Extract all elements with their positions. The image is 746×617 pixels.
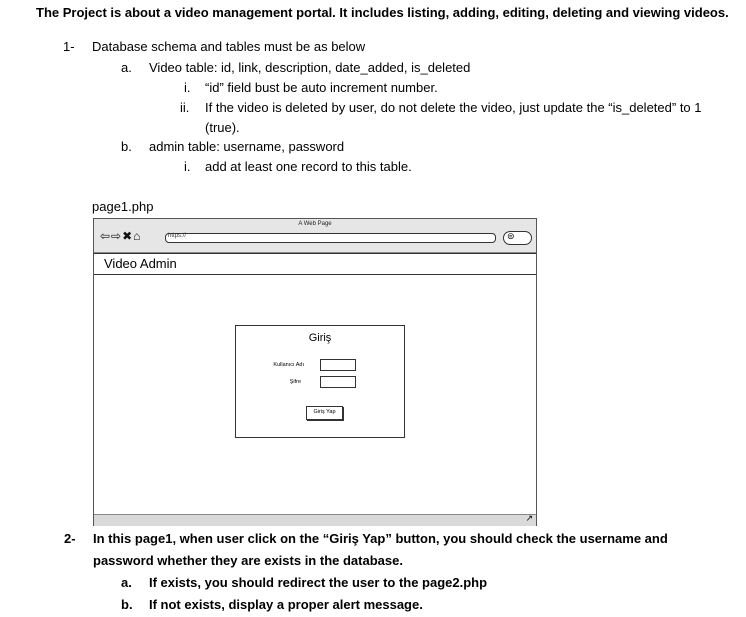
login-title: Giriş [308,332,332,344]
search-icon: ⊜ [507,231,515,241]
item-b-i-label: i. [184,159,191,174]
page-label: page1.php [92,199,154,214]
section-2-a-label: a. [121,575,132,590]
section-2-continuation: password whether they are exists in the database. [93,553,403,568]
section-1-number: 1- [63,39,75,54]
intro-text: The Project is about a video management portal. It includes listing, adding, editing, deleting and viewing videos. [36,5,729,20]
window-title: A Web Page [298,221,332,227]
username-label: Kullanıcı Adı [273,362,304,368]
login-button: Giriş Yap [306,406,343,420]
nav-icons: ⇦⇨✖⌂ [100,229,142,243]
section-2-b-label: b. [121,597,133,612]
wireframe-browser-window [93,218,537,526]
item-a-ii-label: ii. [180,100,190,115]
url-text: https:// [168,233,187,239]
item-a-text: Video table: id, link, description, date_added, is_deleted [149,60,471,75]
username-input [320,359,356,371]
item-a-label: a. [121,60,132,75]
password-label: Şifre [289,379,301,385]
browser-toolbar [94,219,536,253]
item-a-i-label: i. [184,80,191,95]
item-b-text: admin table: username, password [149,139,345,154]
page-header [94,253,536,275]
section-2-a-text: If exists, you should redirect the user to the page2.php [149,575,488,590]
section-1-text: Database schema and tables must be as below [92,39,366,54]
login-box [235,325,405,438]
password-input [320,376,356,388]
page-header-title: Video Admin [104,256,177,271]
item-a-ii-text: If the video is deleted by user, do not delete the video, just update the “is_deleted” to 1 [205,100,702,115]
item-b-label: b. [121,139,132,154]
resize-icon: ↗ [525,513,533,523]
section-2-number: 2- [64,531,76,546]
section-2-text: In this page1, when user click on the “Giriş Yap” button, you should check the username and [93,531,668,546]
item-a-i-text: “id” field bust be auto increment number. [205,80,438,95]
item-b-i-text: add at least one record to this table. [205,159,412,174]
status-bar [94,514,536,526]
url-bar [165,233,496,243]
item-a-ii-continuation: (true). [205,120,240,135]
search-box [503,231,532,245]
section-2-b-text: If not exists, display a proper alert message. [149,597,423,612]
